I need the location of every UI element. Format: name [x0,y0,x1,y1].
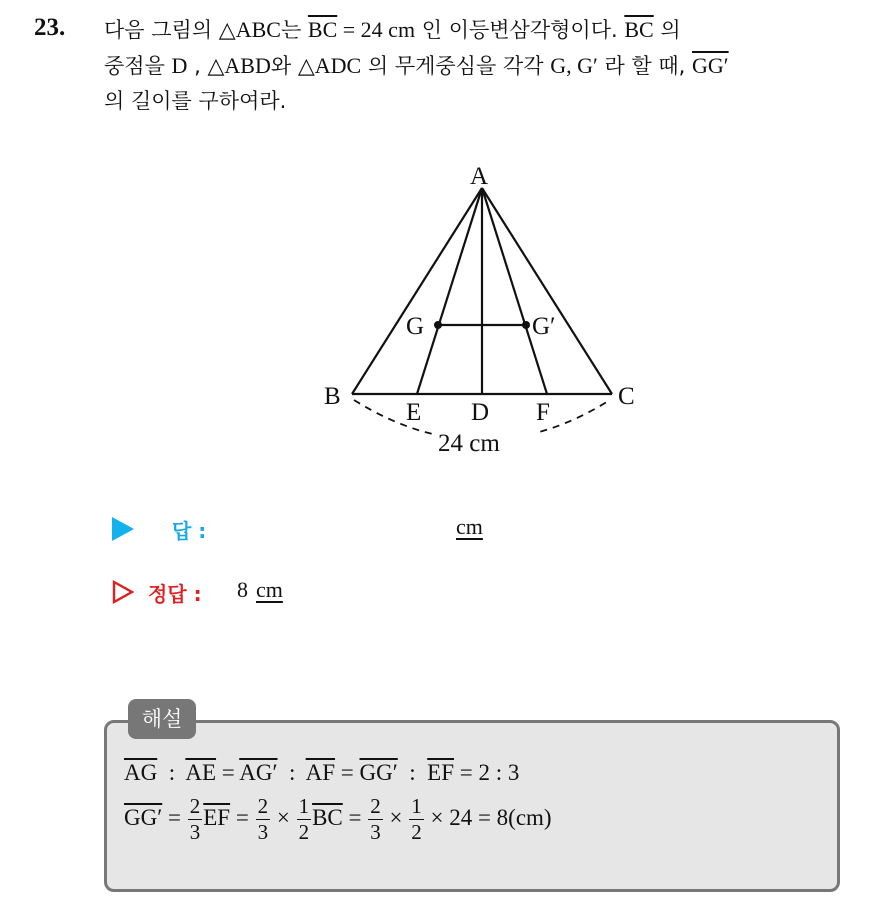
label-e: E [406,399,422,426]
label-g: G [406,313,425,340]
correct-answer [237,577,283,603]
answer-arrow-icon [112,517,134,541]
q2-triangle-adc: △ADC [297,53,362,78]
q2-points-g: G, G′ [550,53,598,78]
exp2-eq-1: = [162,804,187,830]
exp1-seg-af: $\overline{AF}$ [305,760,336,785]
side-ac [482,188,612,394]
q2-text-a: 중점을 [104,54,172,78]
correct-label: 정답 : [148,582,202,606]
q2-text-e: 와 [270,54,298,78]
question-text [104,12,874,119]
exp2-times-2: × [383,804,409,830]
explanation-tag: 해설 [128,699,196,739]
question-number: 23. [34,14,66,41]
median-af [482,188,547,394]
q1-text-h: 의 [653,18,681,42]
fraction-2-3-a: $\frac{2}{3}$ [189,794,201,844]
label-b: B [324,383,341,410]
exp2-seg-gg: GG′ [124,804,163,830]
question-line-1 [104,12,874,48]
exp1-seg-ae: $\overline{AE}$ [185,760,217,785]
exp2-seg-ef: $\overline{EF}$ [203,804,231,830]
q1-text-a: 다음 그림의 [104,18,219,42]
exp2-times-1: × [271,804,296,830]
correct-value: 8 [237,577,248,602]
question-line-3: 의 길이를 구하여라. [104,89,287,113]
exp2-seg-bc: $\overline{BC}$ [312,804,343,830]
exp1-seg-gg: GG′ [359,760,398,785]
exp1-seg-ef: $\overline{EF}$ [427,760,455,785]
q1-segment-bc-2: $\overline{BC}$ [624,17,654,42]
exp2-result: × 24 = 8(cm) [424,804,552,830]
q2-triangle-abd: △ABD [207,53,271,78]
fraction-2-3-b: $\frac{2}{3}$ [257,794,269,844]
correct-unit: cm [256,577,283,602]
q2-text-c: , [187,54,208,78]
triangle-figure [310,150,650,470]
q1-segment-bc: $\overline{BC}$ [307,17,338,42]
exp1-ratio: = 2 : 3 [454,760,520,785]
exp1-eq-2: = [335,760,360,785]
explanation-line-1 [124,760,519,786]
exp2-eq-3: = [342,804,368,830]
point-g [434,321,442,329]
q1-length: = 24 cm [337,17,416,42]
exp1-colon-3: : [397,760,428,785]
q2-text-i: 라 할 때, [597,54,693,78]
exp1-seg-ag-prime: AG′ [239,760,278,785]
question-line-2 [104,48,874,84]
answer-unit: cm [456,514,483,539]
exp2-eq-2: = [230,804,255,830]
exp1-colon-2: : [277,760,306,785]
label-d: D [471,399,490,426]
exp1-seg-ag: $\overline{AG}$ [124,760,158,785]
q1-text-f: 인 이등변삼각형이다. [415,18,625,42]
q1-triangle-abc: △ABC [218,17,281,42]
q1-text-c: 는 [280,18,308,42]
correct-arrow-icon [112,580,134,604]
q2-point-d: D [171,53,188,78]
exp1-eq-1: = [216,760,240,785]
side-ab [352,188,482,394]
label-g-prime: G′ [532,313,556,340]
q2-segment-gg: GG′ [692,53,729,78]
label-c: C [618,383,635,410]
answer-label: 답 : [172,519,207,543]
label-a: A [470,163,489,190]
label-f: F [536,399,550,426]
fraction-2-3-c: $\frac{2}{3}$ [370,794,381,844]
explanation-line-2 [124,796,552,843]
fraction-1-2-a: $\frac{1}{2}$ [298,794,310,844]
fraction-1-2-b: $\frac{1}{2}$ [411,794,422,844]
point-g-prime [522,321,530,329]
exp1-colon-1: : [157,760,186,785]
q2-text-g: 의 무게중심을 각각 [361,54,551,78]
median-ae [417,188,482,394]
label-base-length: 24 cm [438,430,500,457]
